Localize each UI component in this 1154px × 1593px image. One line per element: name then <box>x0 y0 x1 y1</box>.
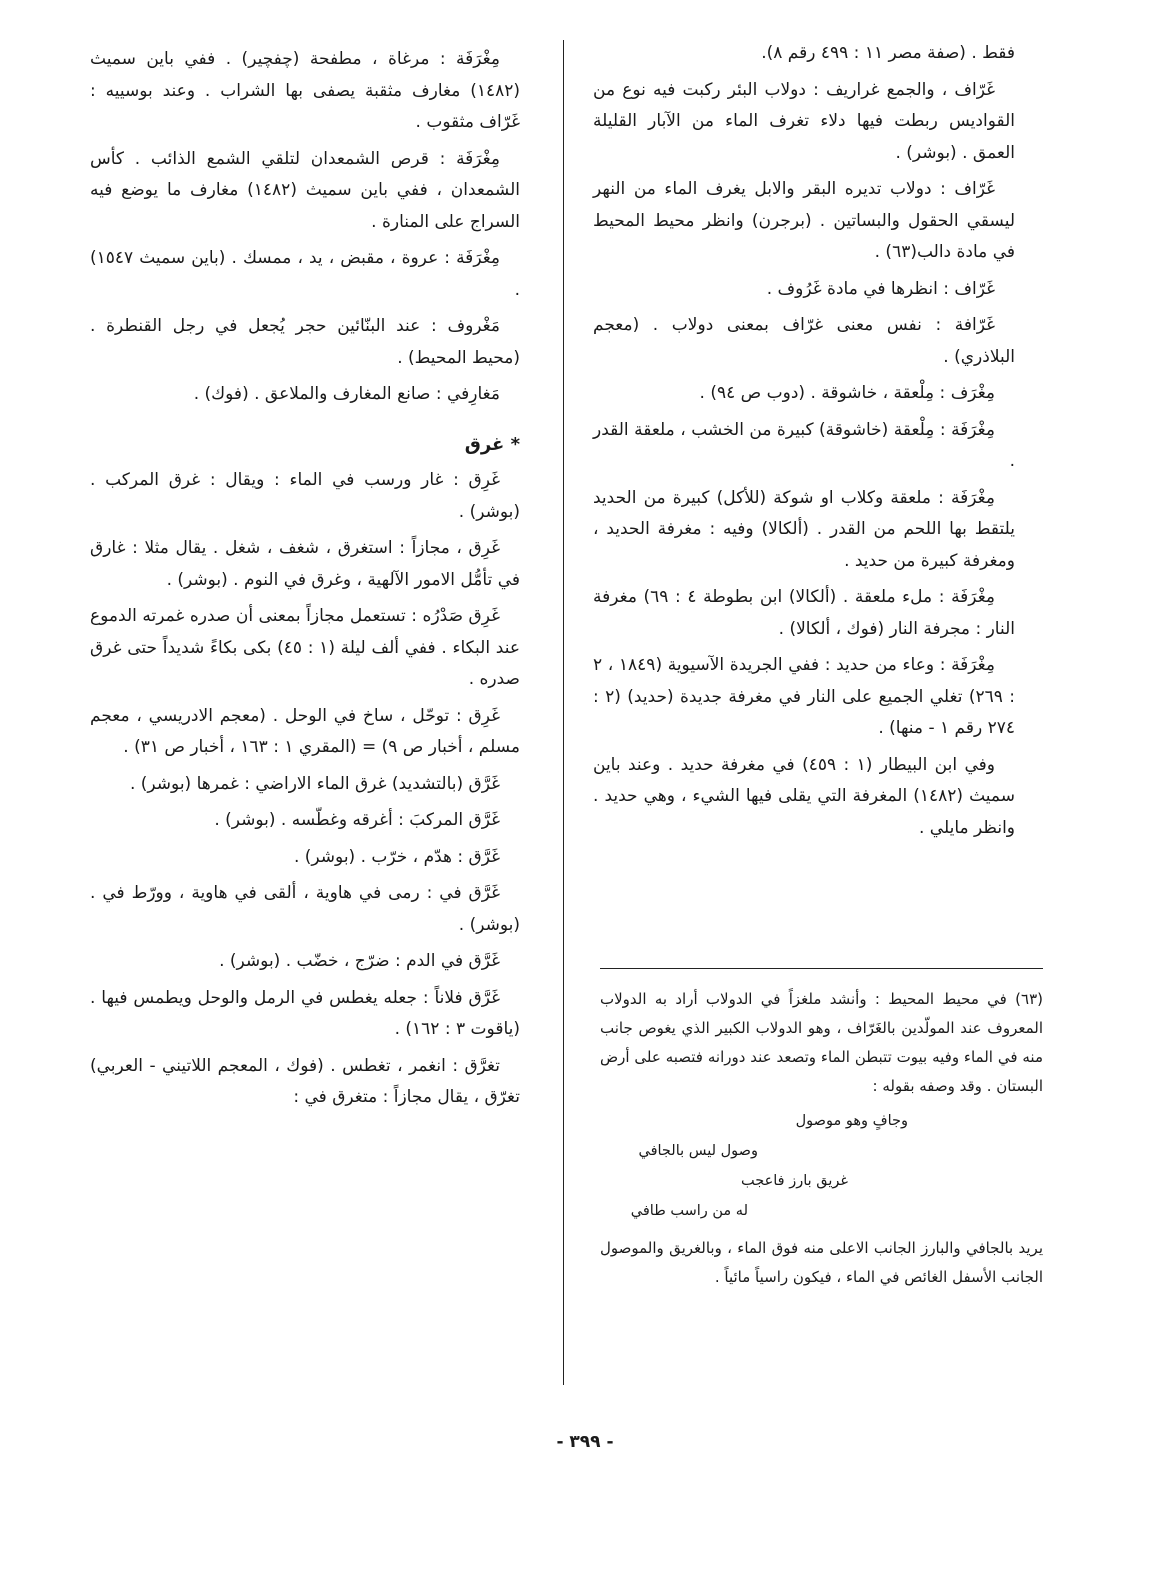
left-column <box>90 44 520 1119</box>
dictionary-entry: فقط . (صفة مصر ١١ : ٤٩٩ رقم ٨). <box>761 43 1015 63</box>
footnote-text: (٦٣) في محيط المحيط : وأنشد ملغزاً في الدولاب أراد به الدولاب المعروف عند المولّدين بالغَرّاف ، وهو الدولاب الكبير الذي يغوص جانب منه في الماء وفيه بيوت تتبطن الماء وتصعد عند دورانه فتصبه على أرض البستان . وقد وصفه بقوله : <box>600 990 1043 1095</box>
footnote-closing: يريد بالجافي والبارز الجانب الاعلى منه فوق الماء ، وبالغريق والموصول الجانب الأسفل الغائص في الماء ، فيكون راسياً مائياً . <box>600 1239 1043 1286</box>
dictionary-entry: غَرَّق (بالتشديد) غرق الماء الاراضي : غمرها (بوشر) . <box>129 773 500 794</box>
dictionary-entry: غَرّاف : انظرها في مادة غَرُوف . <box>766 278 995 299</box>
dictionary-entry: مِغْرَفَة : ملعقة وكلاب او شوكة (للأكل) كبيرة من الحديد يلتقط بها اللحم من القدر . (ألكالا) وفيه : مغرفة الحديد ، ومغرفة كبيرة من حديد . <box>593 487 1015 571</box>
dictionary-entry: مِغْرَفَة : مرغاة ، مطفحة (چفچير) . ففي باين سميث (١٤٨٢) مغارف مثقبة يصفى بها الشراب . وعند بوسييه : غَرّاف مثقوب . <box>90 49 520 132</box>
dictionary-entry: غَرِق : توحّل ، ساخ في الوحل . (معجم الادريسي ، معجم مسلم ، أخبار ص ٩) = (المقري ١ : ١٦٣ ، أخبار ص ٣١) . <box>90 705 520 757</box>
verse-line: غريق بارز فاعجب <box>741 1173 848 1189</box>
dictionary-entry: مِغْرَفَة : عروة ، مقبض ، يد ، ممسك . (باين سميث ١٥٤٧) . <box>90 248 520 300</box>
dictionary-entry: وفي ابن البيطار (١ : ٤٥٩) في مغرفة حديد . وعند باين سميث (١٤٨٢) المغرفة التي يقلى فيها الشيء ، وهي حديد . وانظر مايلي . <box>593 754 1015 838</box>
dictionary-entry: مَغْروف : عند البنّائين حجر يُجعل في رجل القنطرة . (محيط المحيط) . <box>90 316 520 368</box>
column-divider <box>563 40 564 1385</box>
dictionary-entry: مِغْرَف : مِلْعقة ، خاشوقة . (دوب ص ٩٤) . <box>699 383 995 403</box>
verse-line: وصول ليس بالجافي <box>638 1143 758 1159</box>
dictionary-entry: غَرِق : غار ورسب في الماء : ويقال : غرق المركب . (بوشر) . <box>90 470 520 522</box>
dictionary-entry: غَرّاف : دولاب تديره البقر والابل يغرف الماء من النهر ليسقي الحقول والبساتين . (برجرن) وانظر محيط المحيط في مادة دالب(٦٣) . <box>593 179 1015 262</box>
dictionary-entry: غَرَّق : هدّم ، خرّب . (بوشر) . <box>293 846 500 867</box>
dictionary-entry: تغرَّق : انغمر ، تغطس . (فوك ، المعجم اللاتيني - العربي) تغرّق ، يقال مجازاً : متغرق في : <box>90 1055 520 1107</box>
footnote <box>600 985 1043 1297</box>
verse-line: وجافٍ وهو موصول <box>795 1113 908 1129</box>
dictionary-entry: غَرِق ، مجازاً : استغرق ، شغف ، شغل . يقال مثلا : غارق في تأمُّل الامور الآلهية ، وغرق في النوم . (بوشر) . <box>90 538 520 590</box>
dictionary-entry: غَرَّق المركبَ : أغرقه وغطّسه . (بوشر) . <box>214 810 500 830</box>
dictionary-entry: غَرِق صَدْرُه : تستعمل مجازاً بمعنى أن صدره غمرته الدموع عند البكاء . ففي ألف ليلة (١ : ٤٥) بكى بكاءً شديداً حتى غرق صدره . <box>90 606 520 689</box>
dictionary-entry: غَرَّق في : رمى في هاوية ، ألقى في هاوية ، وورّط في . (بوشر) . <box>90 883 520 935</box>
dictionary-entry: مِغْرَفَة : مِلْعقة (خاشوقة) كبيرة من الخشب ، ملعقة القدر . <box>593 419 1015 471</box>
page-number: - ٣٩٩ - <box>556 1432 614 1452</box>
dictionary-entry: غَرّاف ، والجمع غراريف : دولاب البئر ركبت فيه نوع من القواديس ربطت فيها دلاء تغرف الماء من الآبار القليلة العمق . (بوشر) . <box>593 79 1015 163</box>
verse-line: له من راسب طافي <box>630 1203 748 1219</box>
dictionary-entry: مِغْرَفَة : وعاء من حديد : ففي الجريدة الآسيوية (١٨٤٩ ، ٢ : ٢٦٩) تغلي الجميع على النار في مغرفة جديدة (حديد) (٢ : ٢٧٤ رقم ١ - منها) . <box>593 655 1015 738</box>
dictionary-entry: مِغْرَفَة : قرص الشمعدان لتلقي الشمع الذائب . كأس الشمعدان ، ففي باين سميث (١٤٨٢) مغارف ما يوضع فيه السراج على المنارة . <box>90 148 520 232</box>
right-column <box>593 38 1015 849</box>
dictionary-entry: مِغْرَفَة : ملء ملعقة . (ألكالا) ابن بطوطة ٤ : ٦٩) مغرفة النار : مجرفة النار (فوك ، ألكالا) . <box>593 587 1015 639</box>
footnote-rule <box>600 968 1043 969</box>
dictionary-entry: غَرّافة : نفس معنى غرّاف بمعنى دولاب . (معجم البلاذري) . <box>593 315 1015 367</box>
section-heading: * غرق <box>464 433 520 455</box>
dictionary-entry: غَرَّق فلاناً : جعله يغطس في الرمل والوحل ويطمس فيها . (ياقوت ٣ : ١٦٢) . <box>90 987 520 1039</box>
dictionary-entry: مَغارِفي : صانع المغارف والملاعق . (فوك) . <box>193 384 500 404</box>
dictionary-entry: غَرَّق في الدم : ضرّج ، خضّب . (بوشر) . <box>219 951 500 971</box>
